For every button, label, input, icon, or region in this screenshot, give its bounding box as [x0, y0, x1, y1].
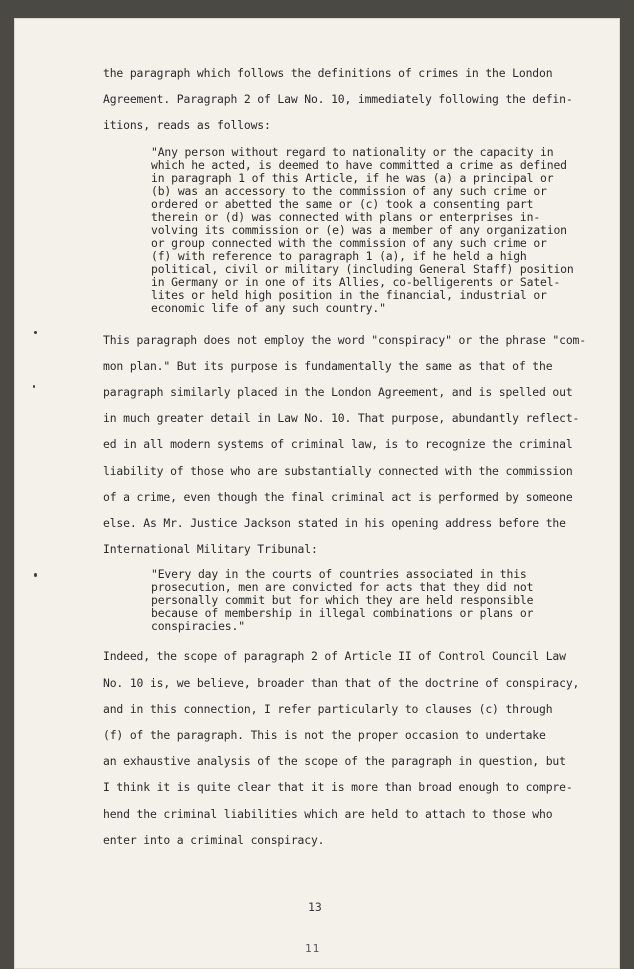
- text-line: No. 10 is, we believe, broader than that of the doctrine of conspiracy,: [103, 675, 580, 690]
- text-line: else. As Mr. Justice Jackson stated in his opening address before the: [103, 516, 566, 531]
- paper-speck: [34, 331, 37, 334]
- text-line: volving its commission or (e) was a member of any organization: [151, 222, 567, 237]
- text-line: the paragraph which follows the definitions of crimes in the London: [103, 66, 553, 80]
- text-line: an exhaustive analysis of the scope of the paragraph in question, but: [103, 754, 566, 769]
- text-line: in paragraph 1 of this Article, if he was (a) a principal or: [151, 170, 554, 185]
- text-line: lites or held high position in the financial, industrial or: [151, 287, 547, 302]
- text-line: prosecution, men are convicted for acts that they did not: [151, 580, 534, 595]
- intro-paragraph: [103, 60, 573, 139]
- text-line: This paragraph does not employ the word "conspiracy" or the phrase "com-: [103, 332, 586, 347]
- text-line: ordered or abetted the same or (c) took a consenting part: [151, 196, 534, 211]
- text-line: because of membership in illegal combinations or plans or: [151, 606, 534, 621]
- text-line: of a crime, even though the final criminal act is performed by someone: [103, 489, 573, 504]
- final-paragraph: [103, 643, 580, 853]
- text-line: political, civil or military (including General Staff) position: [151, 261, 574, 276]
- text-line: (f) of the paragraph. This is not the proper occasion to undertake: [103, 728, 546, 743]
- law-quotation: [151, 144, 574, 315]
- text-line: or group connected with the commission of any such crime or: [151, 235, 547, 250]
- paper-speck: [33, 385, 35, 388]
- text-line: (b) was an accessory to the commission of any such crime or: [151, 183, 547, 198]
- text-line: liability of those who are substantially connected with the commission: [103, 463, 573, 478]
- middle-paragraph: [103, 327, 586, 563]
- text-line: therein or (d) was connected with plans or enterprises in-: [151, 209, 541, 224]
- text-line: Indeed, the scope of paragraph 2 of Article II of Control Council Law: [103, 649, 566, 664]
- text-line: in Germany or in one of its Allies, co-belligerents or Satel-: [151, 274, 561, 289]
- page-number: 13: [308, 900, 322, 914]
- jackson-quotation: [151, 568, 553, 633]
- text-line: "Every day in the courts of countries associated in this: [151, 567, 527, 582]
- text-line: hend the criminal liabilities which are held to attach to those who: [103, 806, 553, 821]
- text-line: (f) with reference to paragraph 1 (a), if he held a high: [151, 248, 527, 263]
- text-line: and in this connection, I refer particularly to clauses (c) through: [103, 701, 553, 716]
- text-line: mon plan." But its purpose is fundamentally the same as that of the: [103, 358, 553, 373]
- text-line: I think it is quite clear that it is more than broad enough to compre-: [103, 780, 573, 795]
- text-line: in much greater detail in Law No. 10. That purpose, abundantly reflect-: [103, 411, 580, 426]
- text-line: which he acted, is deemed to have committed a crime as defined: [151, 157, 567, 172]
- text-line: itions, reads as follows:: [103, 118, 271, 133]
- text-line: Agreement. Paragraph 2 of Law No. 10, immediately following the defin-: [103, 92, 573, 107]
- paper-speck: [34, 573, 37, 577]
- document-body: [103, 60, 586, 853]
- bottom-page-mark: 11: [305, 942, 321, 955]
- text-line: conspiracies.": [151, 619, 245, 634]
- text-line: personally commit but for which they are held responsible: [151, 593, 534, 608]
- text-line: ed in all modern systems of criminal law, is to recognize the criminal: [103, 437, 573, 452]
- text-line: economic life of any such country.": [151, 300, 386, 315]
- text-line: paragraph similarly placed in the London Agreement, and is spelled out: [103, 385, 573, 400]
- text-line: enter into a criminal conspiracy.: [103, 832, 325, 847]
- text-line: "Any person without regard to nationality or the capacity in: [151, 144, 554, 159]
- text-line: International Military Tribunal:: [103, 542, 318, 557]
